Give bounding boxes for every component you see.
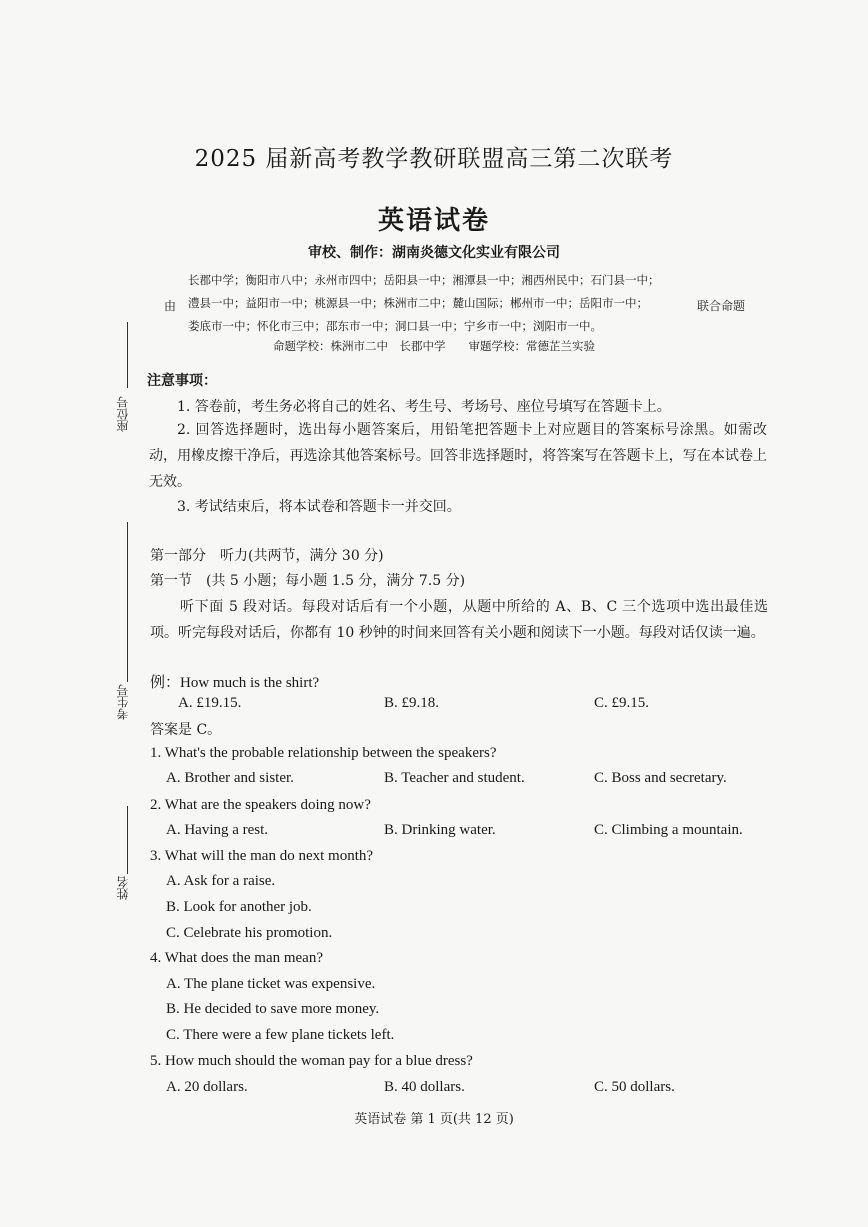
question-1-option-a: A. Brother and sister. xyxy=(166,770,294,786)
schools-line-3: 娄底市一中；怀化市三中；邵东市一中；洞口县一中；宁乡市一中；浏阳市一中。 xyxy=(188,319,602,333)
notice-item-3: 3. 考试结束后，将本试卷和答题卡一并交回。 xyxy=(177,499,461,515)
question-4-text: 4. What does the man mean? xyxy=(150,950,323,966)
schools-line-1: 长郡中学；衡阳市八中；永州市四中；岳阳县一中；湘潭县一中；湘西州民中；石门县一中； xyxy=(188,273,660,287)
question-2-text: 2. What are the speakers doing now? xyxy=(150,797,371,813)
question-3-option-a: A. Ask for a raise. xyxy=(166,873,276,889)
question-1-option-c: C. Boss and secretary. xyxy=(594,770,727,786)
joint-setting-label: 联合命题 xyxy=(697,299,746,313)
question-2-option-c: C. Climbing a mountain. xyxy=(594,822,743,838)
question-3-text: 3. What will the man do next month? xyxy=(150,848,374,864)
by-label: 由 xyxy=(164,299,177,313)
question-2-option-b: B. Drinking water. xyxy=(384,822,496,838)
example-option-c: C. £9.15. xyxy=(594,695,650,711)
name-label: 姓名 xyxy=(116,876,130,900)
question-3-option-b: B. Look for another job. xyxy=(166,899,312,915)
question-5-option-a: A. 20 dollars. xyxy=(166,1079,248,1095)
question-1-option-b: B. Teacher and student. xyxy=(384,770,525,786)
exam-subject-title: 英语试卷 xyxy=(377,206,490,236)
question-1-text: 1. What's the probable relationship between the speakers? xyxy=(150,745,497,761)
page-footer: 英语试卷 第 1 页(共 12 页) xyxy=(354,1112,514,1127)
question-5-option-c: C. 50 dollars. xyxy=(594,1079,675,1095)
part1-instructions: 听下面 5 段对话。每段对话后有一个小题，从题中所给的 A、B、C 三个选项中选出最佳选项。听完每段对话后，你都有 10 秒钟的时间来回答有关小题和阅读下一小题。每段对话仅读一遍。 xyxy=(150,599,768,641)
section1-heading: 第一节 (共 5 小题；每小题 1.5 分，满分 7.5 分) xyxy=(150,573,466,589)
schools-line-2: 澧县一中；益阳市一中；桃源县一中；株洲市二中；麓山国际；郴州市一中；岳阳市一中； xyxy=(188,296,648,310)
notice-item-2: 2. 回答选择题时，选出每小题答案后，用铅笔把答题卡上对应题目的答案标号涂黑。如需改动，用橡皮擦干净后，再选涂其他答案标号。回答非选择题时，将答案写在答题卡上，写在本试卷上无效。 xyxy=(149,422,767,490)
notice-item-1: 1. 答卷前，考生务必将自己的姓名、考生号、考场号、座位号填写在答题卡上。 xyxy=(177,399,671,415)
name-binding-line xyxy=(127,806,128,874)
exam-number-label: 考生号 xyxy=(116,684,130,720)
example-question: 例：How much is the shirt? xyxy=(150,675,320,691)
question-4-option-b: B. He decided to save more money. xyxy=(166,1001,380,1017)
question-4-option-a: A. The plane ticket was expensive. xyxy=(166,976,376,992)
example-answer: 答案是 C。 xyxy=(150,722,222,738)
seat-binding-line xyxy=(127,322,128,388)
notice-title: 注意事项： xyxy=(147,373,217,389)
question-3-option-c: C. Celebrate his promotion. xyxy=(166,925,333,941)
question-5-option-b: B. 40 dollars. xyxy=(384,1079,465,1095)
part1-heading: 第一部分 听力(共两节，满分 30 分) xyxy=(150,548,384,564)
example-option-a: A. £19.15. xyxy=(178,695,242,711)
setters-line: 命题学校：株洲市二中 长郡中学 审题学校：常德芷兰实验 xyxy=(273,339,595,353)
exam-no-binding-line xyxy=(127,522,128,682)
question-2-option-a: A. Having a rest. xyxy=(166,822,269,838)
question-5-text: 5. How much should the woman pay for a blue dress? xyxy=(150,1053,473,1069)
exam-main-title: 2025 届新高考教学教研联盟高三第二次联考 xyxy=(194,146,674,172)
example-option-b: B. £9.18. xyxy=(384,695,440,711)
question-4-option-c: C. There were a few plane tickets left. xyxy=(166,1027,395,1043)
seat-number-label: 座位号 xyxy=(116,396,130,432)
producer-line: 审校、制作：湖南炎德文化实业有限公司 xyxy=(308,245,560,261)
